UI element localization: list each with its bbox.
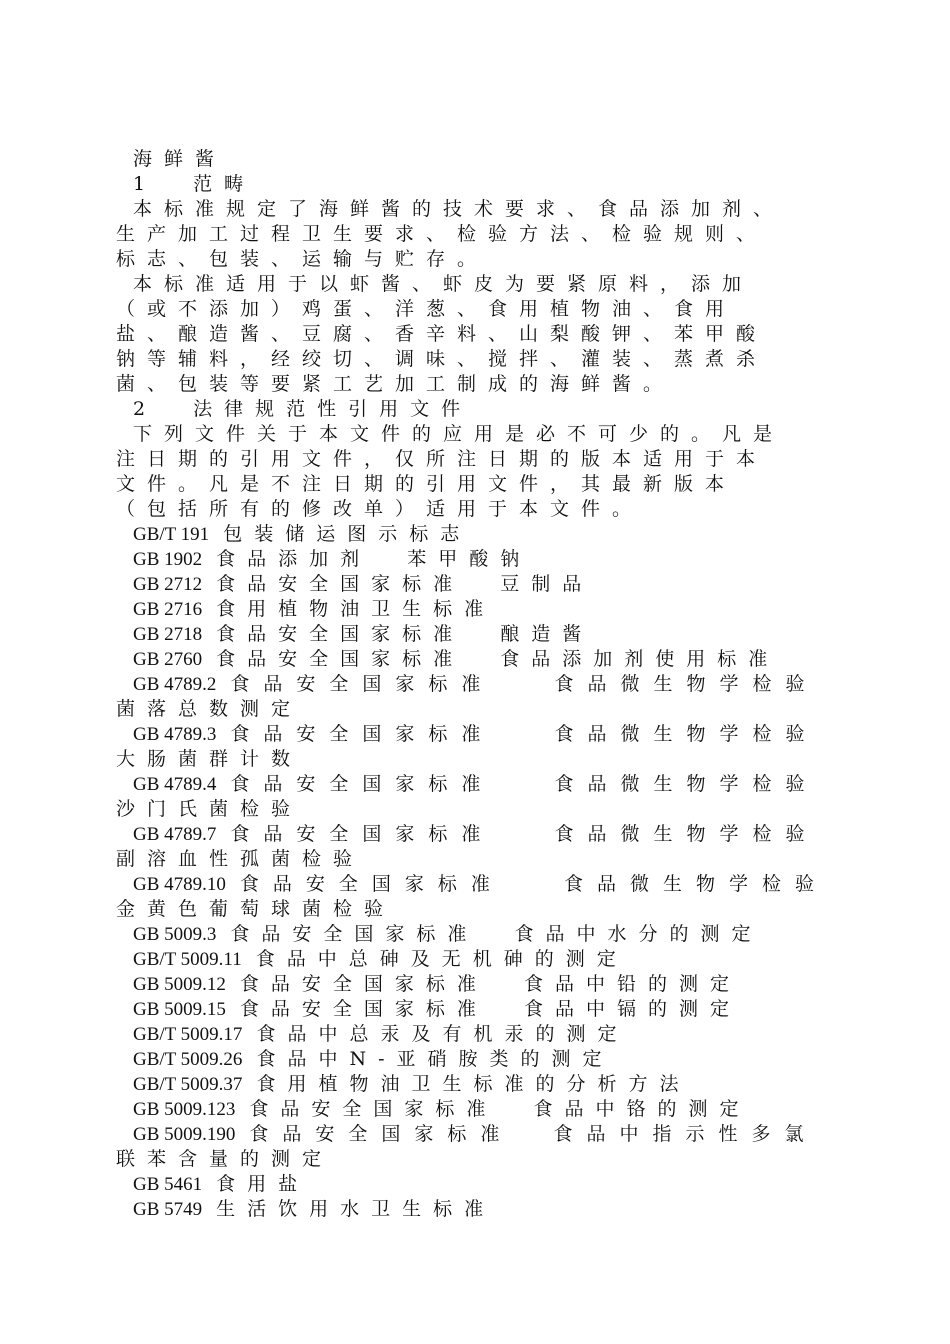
reference-entry (133, 722, 819, 747)
refs-intro-line: 文件。凡是不注日期的引用文件，其最新版本 (116, 473, 737, 495)
reference-code: GB 2716 (133, 599, 203, 620)
refs-intro-line: 下列文件关于本文件的应用是必不可少的。凡是 (133, 423, 785, 445)
document-title: 海鲜酱 (133, 148, 227, 170)
reference-continuation: 大肠菌群计数 (116, 748, 303, 770)
reference-title: 食品安全国家标准 酿造酱 (216, 623, 594, 645)
refs-intro-line: （包括所有的修改单）适用于本文件。 (116, 498, 644, 520)
reference-entry (133, 922, 763, 947)
reference-entry (133, 672, 819, 697)
reference-code: GB/T 5009.17 (133, 1024, 243, 1045)
reference-title: 食用植物油卫生标准的分析方法 (256, 1073, 691, 1095)
scope-line: 盐、酿造酱、豆腐、香辛料、山梨酸钾、苯甲酸 (116, 323, 768, 345)
reference-entry (133, 547, 531, 572)
reference-entry (133, 647, 779, 672)
scope-line: 生产加工过程卫生要求、检验方法、检验规则、 (116, 223, 768, 245)
reference-code: GB 4789.10 (133, 874, 226, 895)
reference-entry (133, 1072, 690, 1097)
reference-title: 食品安全国家标准 食品微生物学检验 (230, 723, 819, 745)
reference-continuation: 沙门氏菌检验 (116, 798, 303, 820)
reference-continuation: 菌落总数测定 (116, 698, 303, 720)
scope-line: 本标准适用于以虾酱、虾皮为要紧原料，添加 (133, 273, 754, 295)
reference-code: GB 2712 (133, 574, 203, 595)
reference-code: GB 4789.3 (133, 724, 217, 745)
reference-entry (133, 572, 593, 597)
scope-line: 菌、包装等要紧工艺加工制成的海鲜酱。 (116, 373, 675, 395)
reference-code: GB 5461 (133, 1174, 203, 1195)
reference-title: 食品中N-亚硝胺类的测定 (256, 1048, 614, 1070)
reference-continuation: 金黄色葡萄球菌检验 (116, 898, 396, 920)
reference-entry (133, 522, 471, 547)
reference-code: GB/T 5009.11 (133, 949, 242, 970)
reference-title: 食品添加剂 苯甲酸钠 (216, 548, 532, 570)
refs-intro-line: 注日期的引用文件，仅所注日期的版本适用于本 (116, 448, 768, 470)
reference-title: 食品安全国家标准 食品添加剂使用标准 (216, 648, 780, 670)
reference-entry (133, 872, 828, 897)
reference-entry (133, 1022, 628, 1047)
scope-line: 标志、包装、运输与贮存。 (116, 248, 489, 270)
reference-code: GB 4789.2 (133, 674, 217, 695)
reference-entry (133, 597, 495, 622)
reference-title: 食品安全国家标准 食品中铅的测定 (239, 973, 741, 995)
reference-title: 食品安全国家标准 食品微生物学检验 (230, 673, 819, 695)
reference-code: GB 5009.3 (133, 924, 217, 945)
reference-entry (133, 822, 819, 847)
reference-entry (133, 1122, 818, 1147)
reference-title: 食品中总砷及无机砷的测定 (255, 948, 628, 970)
reference-title: 食品安全国家标准 食品微生物学检验 (239, 873, 829, 895)
section-2-heading: 2 法律规范性引用文件 (133, 398, 473, 420)
reference-title: 包装储运图示标志 (223, 523, 472, 545)
reference-title: 食用植物油卫生标准 (216, 598, 496, 620)
reference-entry (133, 622, 593, 647)
reference-title: 食品安全国家标准 豆制品 (216, 573, 594, 595)
reference-title: 食品安全国家标准 食品中指示性多氯 (249, 1123, 818, 1145)
reference-entry (133, 1047, 613, 1072)
reference-continuation: 联苯含量的测定 (116, 1148, 334, 1170)
reference-title: 生活饮用水卫生标准 (216, 1198, 496, 1220)
reference-code: GB/T 5009.26 (133, 1049, 243, 1070)
reference-code: GB 1902 (133, 549, 203, 570)
reference-title: 食品安全国家标准 食品中铬的测定 (249, 1098, 751, 1120)
reference-code: GB 5009.190 (133, 1124, 236, 1145)
reference-code: GB 2760 (133, 649, 203, 670)
reference-code: GB 5749 (133, 1199, 203, 1220)
reference-code: GB 2718 (133, 624, 203, 645)
reference-entry (133, 1197, 495, 1222)
reference-title: 食品安全国家标准 食品中水分的测定 (230, 923, 763, 945)
reference-entry (133, 997, 741, 1022)
reference-code: GB 5009.12 (133, 974, 226, 995)
reference-code: GB 5009.15 (133, 999, 226, 1020)
reference-entry (133, 772, 819, 797)
section-1-heading: 1 范畴 (133, 173, 256, 195)
reference-continuation: 副溶血性孤菌检验 (116, 848, 365, 870)
reference-entry (133, 1097, 751, 1122)
reference-title: 食品安全国家标准 食品微生物学检验 (230, 773, 819, 795)
reference-title: 食品安全国家标准 食品微生物学检验 (230, 823, 819, 845)
reference-code: GB 5009.123 (133, 1099, 236, 1120)
reference-code: GB 4789.4 (133, 774, 217, 795)
reference-code: GB 4789.7 (133, 824, 217, 845)
reference-code: GB/T 5009.37 (133, 1074, 243, 1095)
reference-entry (133, 972, 741, 997)
scope-line: 钠等辅料，经绞切、调味、搅拌、灌装、蒸煮杀 (116, 348, 768, 370)
reference-code: GB/T 191 (133, 524, 210, 545)
reference-title: 食用盐 (216, 1173, 310, 1195)
scope-line: 本标准规定了海鲜酱的技术要求、食品添加剂、 (133, 198, 785, 220)
scope-line: （或不添加）鸡蛋、洋葱、食用植物油、食用 (116, 298, 737, 320)
reference-entry (133, 1172, 309, 1197)
reference-title: 食品中总汞及有机汞的测定 (256, 1023, 629, 1045)
reference-entry (133, 947, 628, 972)
reference-title: 食品安全国家标准 食品中镉的测定 (239, 998, 741, 1020)
